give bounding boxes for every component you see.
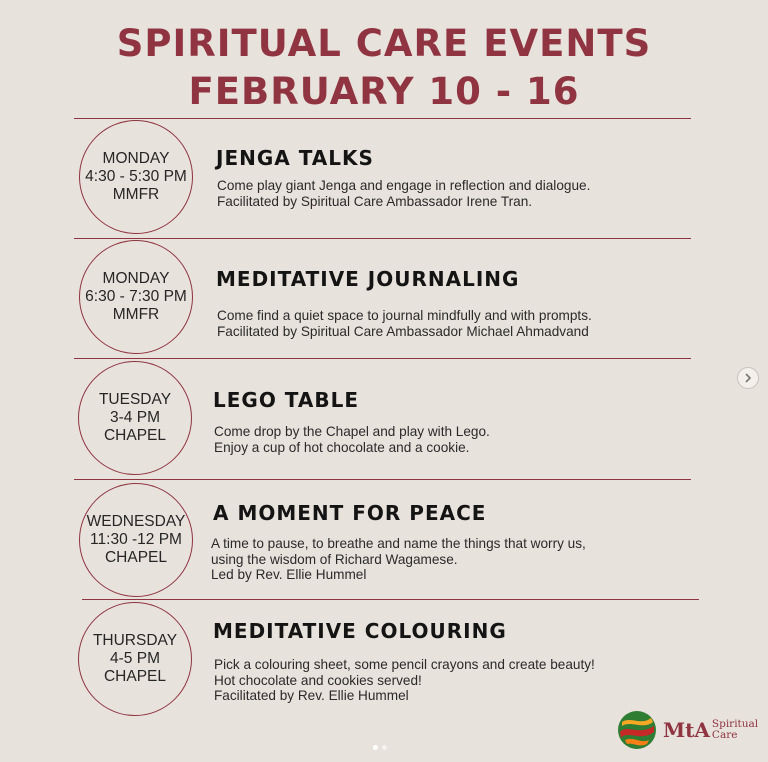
page-subtitle-dates: FEBRUARY 10 - 16: [188, 70, 580, 113]
divider: [74, 118, 691, 119]
event-datetime-circle: [79, 120, 193, 234]
event-description-line: Led by Rev. Ellie Hummel: [211, 567, 367, 582]
globe-logo-icon: [617, 710, 657, 750]
carousel-dot[interactable]: [382, 745, 387, 750]
event-datetime-circle: [78, 602, 192, 716]
event-description-line: Hot chocolate and cookies served!: [214, 672, 422, 688]
event-datetime-circle: [79, 483, 193, 597]
event-description-line: Come drop by the Chapel and play with Lego.: [214, 424, 490, 439]
event-datetime-circle: [78, 361, 192, 475]
event-location: CHAPEL: [103, 668, 167, 685]
event-location: MMFR: [112, 306, 160, 323]
event-day: MONDAY: [102, 150, 170, 167]
event-title: A MOMENT FOR PEACE: [213, 501, 487, 525]
event-title: MEDITATIVE JOURNALING: [216, 267, 520, 291]
event-description-line: Come play giant Jenga and engage in reflection and dialogue.: [217, 178, 591, 193]
event-description-line: Pick a colouring sheet, some pencil crayons and create beauty!: [214, 657, 595, 672]
event-title: JENGA TALKS: [216, 146, 374, 170]
event-day: TUESDAY: [98, 391, 172, 408]
event-location: CHAPEL: [103, 427, 167, 444]
event-description-line: Enjoy a cup of hot chocolate and a cookie.: [214, 439, 470, 455]
event-description-line: Facilitated by Spiritual Care Ambassador Michael Ahmadvand: [217, 323, 589, 339]
event-time: 4-5 PM: [110, 650, 160, 667]
divider: [74, 479, 691, 480]
chevron-right-icon: [743, 373, 753, 383]
event-description: [217, 178, 590, 209]
event-title: LEGO TABLE: [213, 388, 360, 412]
divider: [82, 599, 699, 600]
event-description-line: using the wisdom of Richard Wagamese.: [211, 551, 458, 567]
mta-spiritual-care-logo: [617, 710, 758, 750]
event-description: [214, 424, 490, 455]
event-datetime-circle: [79, 240, 193, 354]
divider: [74, 358, 691, 359]
event-description-line: Come find a quiet space to journal mindfully and with prompts.: [217, 308, 592, 323]
logo-text-line: Care: [711, 729, 738, 741]
event-day: THURSDAY: [92, 632, 178, 649]
event-location: MMFR: [112, 186, 160, 203]
divider: [74, 238, 691, 239]
event-day: MONDAY: [102, 270, 170, 287]
carousel-dot-active[interactable]: [373, 745, 378, 750]
event-day: WEDNESDAY: [86, 513, 186, 530]
page-title: SPIRITUAL CARE EVENTS: [116, 22, 652, 65]
event-time: 3-4 PM: [110, 409, 160, 426]
carousel-next-button[interactable]: [737, 367, 759, 389]
logo-text-line: Spiritual: [711, 718, 759, 730]
event-location: CHAPEL: [104, 549, 168, 566]
event-description-line: Facilitated by Rev. Ellie Hummel: [214, 688, 409, 703]
event-description-line: Facilitated by Spiritual Care Ambassador Irene Tran.: [217, 193, 533, 209]
event-description: [214, 657, 595, 704]
logo-mark: MtA: [663, 718, 710, 742]
event-description: [217, 308, 592, 339]
carousel-indicator: [373, 745, 387, 750]
event-description-line: A time to pause, to breathe and name the things that worry us,: [211, 536, 586, 551]
event-time: 6:30 - 7:30 PM: [85, 288, 187, 305]
event-description: [211, 536, 586, 583]
event-time: 11:30 -12 PM: [90, 531, 182, 548]
event-title: MEDITATIVE COLOURING: [213, 619, 507, 643]
event-time: 4:30 - 5:30 PM: [85, 168, 187, 185]
